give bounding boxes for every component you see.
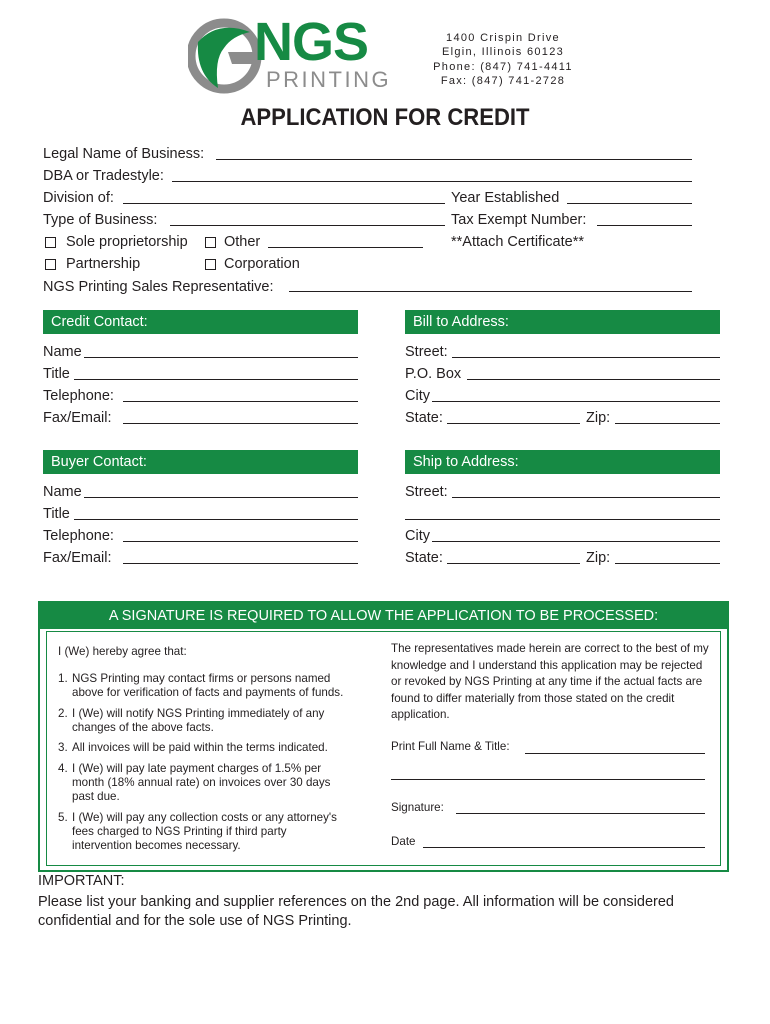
credit-telephone-label: Telephone: bbox=[43, 388, 114, 404]
bill-city-field[interactable] bbox=[432, 401, 720, 402]
buyer-fax-email-label: Fax/Email: bbox=[43, 550, 112, 566]
logo-printing-text: PRINTING bbox=[266, 67, 392, 92]
type-of-business-field[interactable] bbox=[170, 225, 445, 226]
other-checkbox[interactable] bbox=[205, 237, 216, 248]
buyer-telephone-label: Telephone: bbox=[43, 528, 114, 544]
print-name-field[interactable] bbox=[525, 753, 705, 754]
sales-rep-field[interactable] bbox=[289, 291, 692, 292]
credit-name-field[interactable] bbox=[84, 357, 358, 358]
agreement-intro: I (We) hereby agree that: bbox=[58, 645, 187, 658]
credit-fax-email-field[interactable] bbox=[123, 423, 358, 424]
legal-name-label: Legal Name of Business: bbox=[43, 146, 205, 162]
bill-zip-label: Zip: bbox=[586, 410, 611, 426]
date-label: Date bbox=[391, 835, 416, 848]
corporation-label: Corporation bbox=[224, 256, 300, 272]
date-field[interactable] bbox=[423, 847, 705, 848]
address-phone: Phone: (847) 741-4411 bbox=[433, 60, 573, 73]
company-address bbox=[428, 31, 578, 88]
division-label: Division of: bbox=[43, 190, 114, 206]
credit-fax-email-label: Fax/Email: bbox=[43, 410, 112, 426]
credit-name-label: Name bbox=[43, 344, 82, 360]
corporation-checkbox[interactable] bbox=[205, 259, 216, 270]
ship-city-field[interactable] bbox=[432, 541, 720, 542]
print-name-label: Print Full Name & Title: bbox=[391, 740, 510, 753]
buyer-fax-email-field[interactable] bbox=[123, 563, 358, 564]
bill-state-field[interactable] bbox=[447, 423, 580, 424]
bill-street-label: Street: bbox=[405, 344, 448, 360]
signature-field[interactable] bbox=[456, 813, 705, 814]
bill-to-header: Bill to Address: bbox=[405, 310, 720, 334]
ship-street-field[interactable] bbox=[452, 497, 720, 498]
buyer-name-label: Name bbox=[43, 484, 82, 500]
division-field[interactable] bbox=[123, 203, 445, 204]
address-street: 1400 Crispin Drive bbox=[446, 32, 560, 44]
sole-proprietorship-label: Sole proprietorship bbox=[66, 234, 188, 250]
buyer-telephone-field[interactable] bbox=[123, 541, 358, 542]
year-established-field[interactable] bbox=[567, 203, 692, 204]
ngs-logo bbox=[188, 12, 404, 94]
other-field[interactable] bbox=[268, 247, 423, 248]
address-fax: Fax: (847) 741-2728 bbox=[440, 74, 566, 87]
bill-po-box-field[interactable] bbox=[467, 379, 720, 380]
ship-city-label: City bbox=[405, 528, 430, 544]
year-established-label: Year Established bbox=[451, 190, 560, 206]
buyer-contact-header: Buyer Contact: bbox=[43, 450, 358, 474]
sales-rep-label: NGS Printing Sales Representative: bbox=[43, 279, 274, 295]
bill-city-label: City bbox=[405, 388, 430, 404]
buyer-name-field[interactable] bbox=[84, 497, 358, 498]
partnership-checkbox[interactable] bbox=[45, 259, 56, 270]
print-name-line2-field[interactable] bbox=[391, 779, 705, 780]
bill-po-box-label: P.O. Box bbox=[405, 366, 462, 382]
other-label: Other bbox=[224, 234, 261, 250]
page-title: APPLICATION FOR CREDIT bbox=[240, 104, 530, 131]
ship-state-field[interactable] bbox=[447, 563, 580, 564]
type-of-business-label: Type of Business: bbox=[43, 212, 158, 228]
logo-ngs-text: NGS bbox=[254, 12, 369, 72]
important-heading: IMPORTANT: bbox=[38, 873, 125, 889]
ship-street-label: Street: bbox=[405, 484, 448, 500]
ship-street-line2-field[interactable] bbox=[405, 519, 720, 520]
credit-contact-header: Credit Contact: bbox=[43, 310, 358, 334]
ship-state-label: State: bbox=[405, 550, 443, 566]
buyer-title-label: Title bbox=[43, 506, 70, 522]
representation-statement: The representatives made herein are correct to the best of my knowledge and I understand this application may be rejected or revoked by NGS Printing at any time if the actual facts are found to differ materially from those stated on the credit application. bbox=[391, 642, 709, 722]
dba-label: DBA or Tradestyle: bbox=[43, 168, 164, 184]
signature-label: Signature: bbox=[391, 801, 444, 814]
important-text: Please list your banking and supplier references on the 2nd page. All information will be considered confidential and for the sole use of NGS Printing. bbox=[38, 894, 674, 929]
dba-field[interactable] bbox=[172, 181, 692, 182]
tax-exempt-field[interactable] bbox=[597, 225, 692, 226]
bill-state-label: State: bbox=[405, 410, 443, 426]
credit-telephone-field[interactable] bbox=[123, 401, 358, 402]
buyer-title-field[interactable] bbox=[74, 519, 358, 520]
partnership-label: Partnership bbox=[66, 256, 141, 272]
legal-name-field[interactable] bbox=[216, 159, 692, 160]
attach-certificate-note: **Attach Certificate** bbox=[451, 234, 584, 250]
credit-title-label: Title bbox=[43, 366, 70, 382]
ship-zip-field[interactable] bbox=[615, 563, 720, 564]
credit-title-field[interactable] bbox=[74, 379, 358, 380]
signature-header: A SIGNATURE IS REQUIRED TO ALLOW THE APPLICATION TO BE PROCESSED: bbox=[40, 603, 727, 629]
ship-to-header: Ship to Address: bbox=[405, 450, 720, 474]
bill-street-field[interactable] bbox=[452, 357, 720, 358]
tax-exempt-label: Tax Exempt Number: bbox=[451, 212, 587, 228]
address-city: Elgin, Illinois 60123 bbox=[441, 46, 565, 59]
ship-zip-label: Zip: bbox=[586, 550, 611, 566]
sole-proprietorship-checkbox[interactable] bbox=[45, 237, 56, 248]
bill-zip-field[interactable] bbox=[615, 423, 720, 424]
